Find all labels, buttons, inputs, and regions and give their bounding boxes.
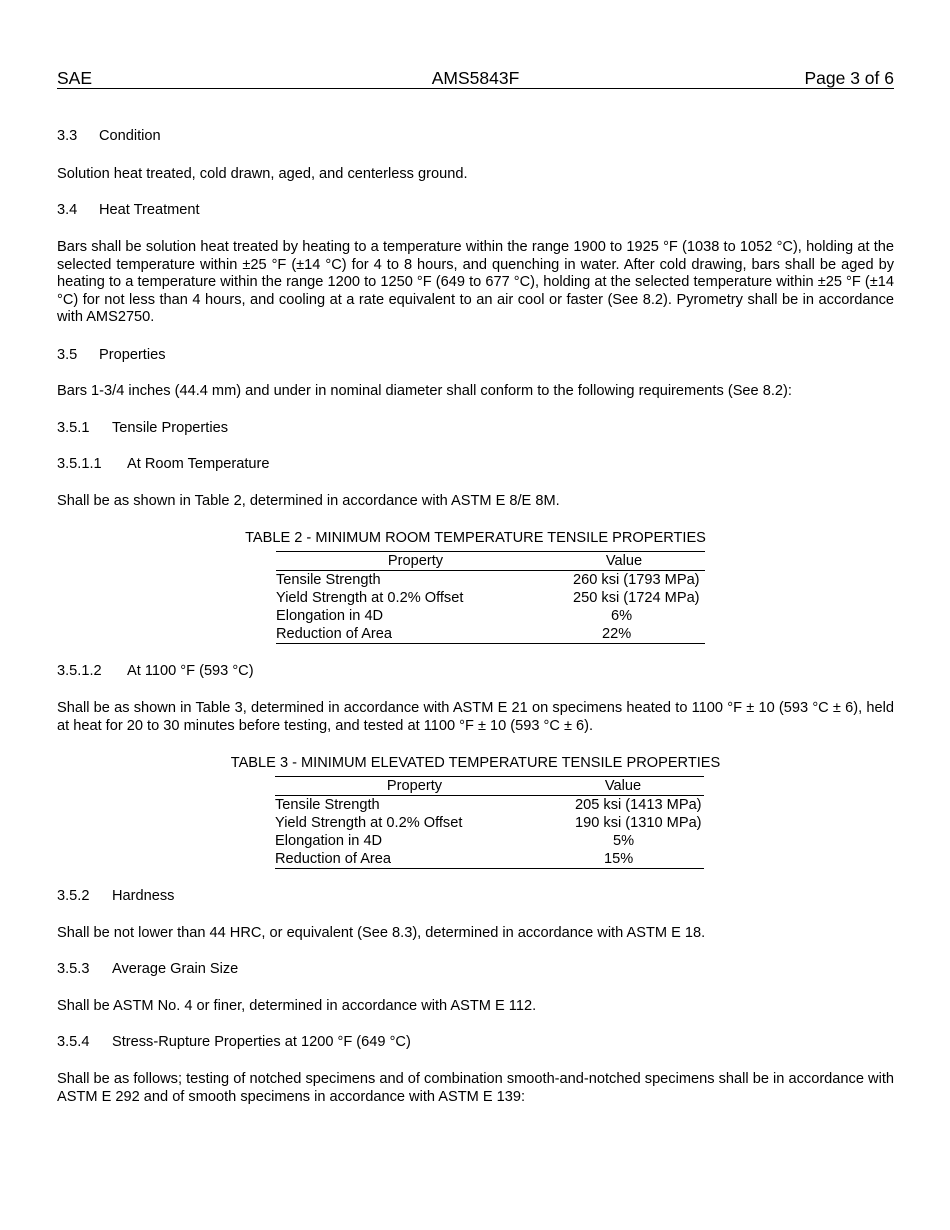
table-row: Reduction of Area 22% xyxy=(276,626,632,642)
table-3-header-property: Property xyxy=(275,777,532,796)
table-3-caption: TABLE 3 - MINIMUM ELEVATED TEMPERATURE TENSILE PROPERTIES xyxy=(230,755,721,771)
table-row: Reduction of Area 15% xyxy=(275,851,634,867)
section-text-3-5-1-1: Shall be as shown in Table 2, determined in accordance with ASTM E 8/E 8M. xyxy=(57,493,560,509)
table-row: Elongation in 4D 6% xyxy=(276,608,633,624)
section-heading-3-3: 3.3 Condition xyxy=(57,128,161,144)
table-2-header-value: Value xyxy=(533,552,705,571)
section-heading-3-5-4: 3.5.4 Stress-Rupture Properties at 1200 °F (649 °C) xyxy=(57,1034,411,1050)
header-org: SAE xyxy=(57,68,93,88)
section-text-3-5-1-2: Shall be as shown in Table 3, determined in accordance with ASTM E 21 on specimens heated to 1100 °F ± 10 (593 °C ± 6), held at heat for 20 to 30 minutes before testing, and tested at 1100 °F ± 10 (593 °C ± 6). xyxy=(57,700,894,734)
section-text-3-3: Solution heat treated, cold drawn, aged, and centerless ground. xyxy=(57,166,468,182)
table-row: Elongation in 4D 5% xyxy=(275,833,635,849)
table-row: Yield Strength at 0.2% Offset 190 ksi (1310 MPa) xyxy=(275,815,702,831)
section-text-3-5-3: Shall be ASTM No. 4 or finer, determined in accordance with ASTM E 112. xyxy=(57,998,537,1014)
table-row: Tensile Strength 260 ksi (1793 MPa) xyxy=(276,572,700,588)
table-2-header-property: Property xyxy=(276,552,533,571)
table-2 xyxy=(276,551,705,644)
section-text-3-4: Bars shall be solution heat treated by heating to a temperature within the range 1900 to 1925 °F (1038 to 1052 °C), holding at the selected temperature within ±25 °F (±14 °C) for 4 to 8 hours, and quenching in water. After cold drawing, bars shall be aged by heating to a temperature within the range 1200 to 1250 °F (649 to 677 °C), holding at the selected temperature within ±25 °F (±14 °C) for not less than 4 hours, and cooling at a rate equivalent to an air cool or faster (See 8.2). Pyrometry shall be in accordance with AMS2750. xyxy=(57,239,894,326)
section-heading-3-5-2: 3.5.2 Hardness xyxy=(57,888,175,904)
section-heading-3-5-3: 3.5.3 Average Grain Size xyxy=(57,961,239,977)
section-heading-3-4: 3.4 Heat Treatment xyxy=(57,202,200,218)
table-3 xyxy=(275,776,704,869)
table-row: Yield Strength at 0.2% Offset 250 ksi (1724 MPa) xyxy=(276,590,700,606)
section-heading-3-5: 3.5 Properties xyxy=(57,347,166,363)
section-text-3-5-4: Shall be as follows; testing of notched specimens and of combination smooth-and-notched specimens shall be in accordance with ASTM E 292 and of smooth specimens in accordance with ASTM E 139: xyxy=(57,1071,894,1105)
section-text-3-5: Bars 1-3/4 inches (44.4 mm) and under in nominal diameter shall conform to the following requirements (See 8.2): xyxy=(57,383,792,399)
table-3-header-value: Value xyxy=(532,777,704,796)
page-header xyxy=(57,68,894,89)
table-2-caption: TABLE 2 - MINIMUM ROOM TEMPERATURE TENSILE PROPERTIES xyxy=(245,530,706,546)
section-heading-3-5-1-1: 3.5.1.1 At Room Temperature xyxy=(57,456,270,472)
section-heading-3-5-1-2: 3.5.1.2 At 1100 °F (593 °C) xyxy=(57,663,254,679)
section-heading-3-5-1: 3.5.1 Tensile Properties xyxy=(57,420,228,436)
section-text-3-5-2: Shall be not lower than 44 HRC, or equivalent (See 8.3), determined in accordance with ASTM E 18. xyxy=(57,925,706,941)
header-spec-number: AMS5843F xyxy=(431,68,520,88)
header-page-number: Page 3 of 6 xyxy=(804,68,894,88)
table-row: Tensile Strength 205 ksi (1413 MPa) xyxy=(275,797,702,813)
